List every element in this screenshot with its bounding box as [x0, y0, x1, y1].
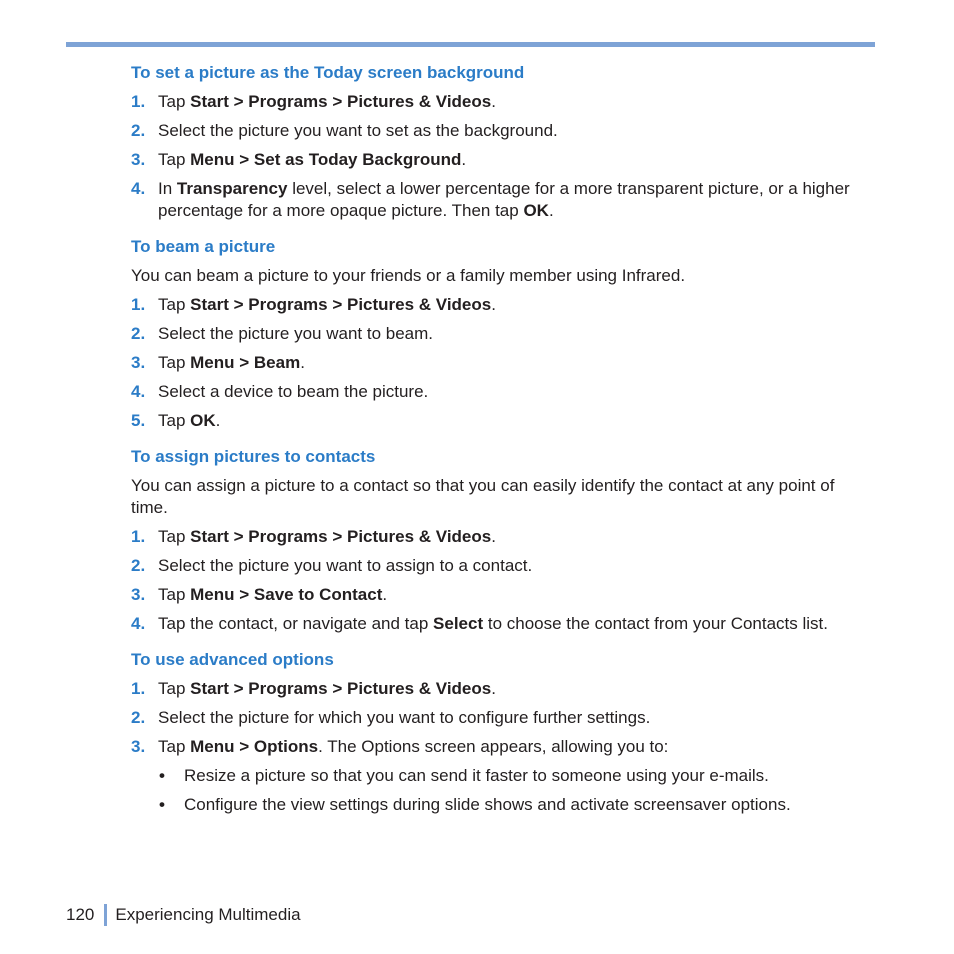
step-item: [131, 120, 871, 142]
section-assign-contacts: [131, 446, 871, 635]
step-command: Menu > Save to Contact: [190, 585, 383, 604]
step-text: Tap: [158, 585, 191, 604]
step-item: [131, 410, 871, 432]
bullet-item: [158, 794, 871, 816]
step-command: OK: [190, 411, 216, 430]
step-text: .: [461, 150, 467, 169]
step-command: Menu > Options: [190, 737, 319, 756]
step-number: 2.: [131, 556, 146, 575]
step-number: 2.: [131, 708, 146, 727]
step-text: .: [491, 295, 496, 314]
step-number: 3.: [131, 585, 146, 604]
step-item: [131, 352, 871, 374]
bullet-icon: •: [159, 766, 165, 785]
step-command: Menu > Set as Today Background: [190, 150, 462, 169]
section-heading: To set a picture as the Today screen background: [131, 63, 525, 82]
section-advanced-options: [131, 649, 871, 816]
step-command: Start > Programs > Pictures & Videos: [190, 527, 492, 546]
step-text: .: [491, 679, 496, 698]
step-item: [131, 555, 871, 577]
step-number: 3.: [131, 353, 146, 372]
step-text: Tap: [158, 150, 191, 169]
step-text: Tap: [158, 92, 191, 111]
step-text: .: [382, 585, 388, 604]
step-item: [131, 678, 871, 700]
section-heading: To use advanced options: [131, 650, 334, 669]
header-rule: [66, 42, 875, 47]
section-heading: To assign pictures to contacts: [131, 447, 376, 466]
step-item: [131, 584, 871, 606]
step-text: Select the picture for which you want to configure further settings.: [158, 708, 651, 727]
step-number: 1.: [131, 295, 146, 314]
step-number: 4.: [131, 614, 146, 633]
step-list: [131, 678, 871, 816]
step-text: .: [300, 353, 305, 372]
step-text: to choose the contact from your Contacts list.: [483, 614, 829, 633]
step-text: Tap the contact, or navigate and tap: [158, 614, 434, 633]
step-item: [131, 323, 871, 345]
step-number: 1.: [131, 527, 146, 546]
step-text: .: [491, 527, 496, 546]
step-text: Select a device to beam the picture.: [158, 382, 429, 401]
step-item: [131, 707, 871, 729]
chapter-title: Experiencing Multimedia: [115, 905, 301, 924]
step-text: .: [491, 92, 496, 111]
step-command: OK: [523, 201, 549, 220]
page-footer: [66, 904, 301, 926]
step-item: [131, 178, 871, 222]
step-text: .: [548, 201, 554, 220]
step-list: [131, 91, 871, 222]
step-number: 4.: [131, 382, 146, 401]
step-number: 3.: [131, 737, 146, 756]
step-item: [131, 381, 871, 403]
step-text: In: [158, 179, 177, 198]
step-text: Select the picture you want to beam.: [158, 324, 433, 343]
step-text: Tap: [158, 353, 191, 372]
step-number: 2.: [131, 121, 146, 140]
step-command: Menu > Beam: [190, 353, 301, 372]
bullet-text: Configure the view settings during slide shows and activate screensaver options.: [184, 795, 791, 814]
step-text: level, select a lower percentage for a more transparent picture, or a higher percentage for a more opaque picture. Then tap: [158, 179, 850, 220]
section-intro: You can assign a picture to a contact so that you can easily identify the contact at any point of time.: [131, 476, 835, 517]
step-item: [131, 526, 871, 548]
step-text: .: [215, 411, 221, 430]
step-command: Start > Programs > Pictures & Videos: [190, 92, 492, 111]
bullet-text: Resize a picture so that you can send it faster to someone using your e-mails.: [184, 766, 769, 785]
step-item: [131, 294, 871, 316]
page-number: 120: [66, 905, 95, 924]
section-beam-picture: [131, 236, 871, 432]
bullet-item: [158, 765, 871, 787]
step-number: 1.: [131, 679, 146, 698]
step-list: [131, 526, 871, 635]
step-text: Tap: [158, 295, 191, 314]
step-item: [131, 149, 871, 171]
bullet-icon: •: [159, 795, 165, 814]
step-text: Tap: [158, 527, 191, 546]
step-item: [131, 91, 871, 113]
section-intro: You can beam a picture to your friends or a family member using Infrared.: [131, 266, 686, 285]
step-text: Tap: [158, 737, 191, 756]
step-command: Select: [433, 614, 484, 633]
footer-divider: [104, 904, 107, 926]
page-content: [131, 62, 871, 830]
step-number: 3.: [131, 150, 146, 169]
step-number: 4.: [131, 179, 146, 198]
bullet-list: [158, 765, 871, 816]
step-number: 2.: [131, 324, 146, 343]
step-text: Select the picture you want to assign to a contact.: [158, 556, 533, 575]
step-command: Start > Programs > Pictures & Videos: [190, 679, 492, 698]
step-item: [131, 736, 871, 816]
step-text: Tap: [158, 411, 191, 430]
step-text: . The Options screen appears, allowing you to:: [318, 737, 669, 756]
step-list: [131, 294, 871, 432]
step-command: Transparency: [176, 179, 288, 198]
section-today-background: [131, 62, 871, 222]
section-heading: To beam a picture: [131, 237, 276, 256]
step-text: Tap: [158, 679, 191, 698]
step-item: [131, 613, 871, 635]
step-command: Start > Programs > Pictures & Videos: [190, 295, 492, 314]
step-number: 5.: [131, 411, 146, 430]
step-number: 1.: [131, 92, 146, 111]
step-text: Select the picture you want to set as the background.: [158, 121, 558, 140]
